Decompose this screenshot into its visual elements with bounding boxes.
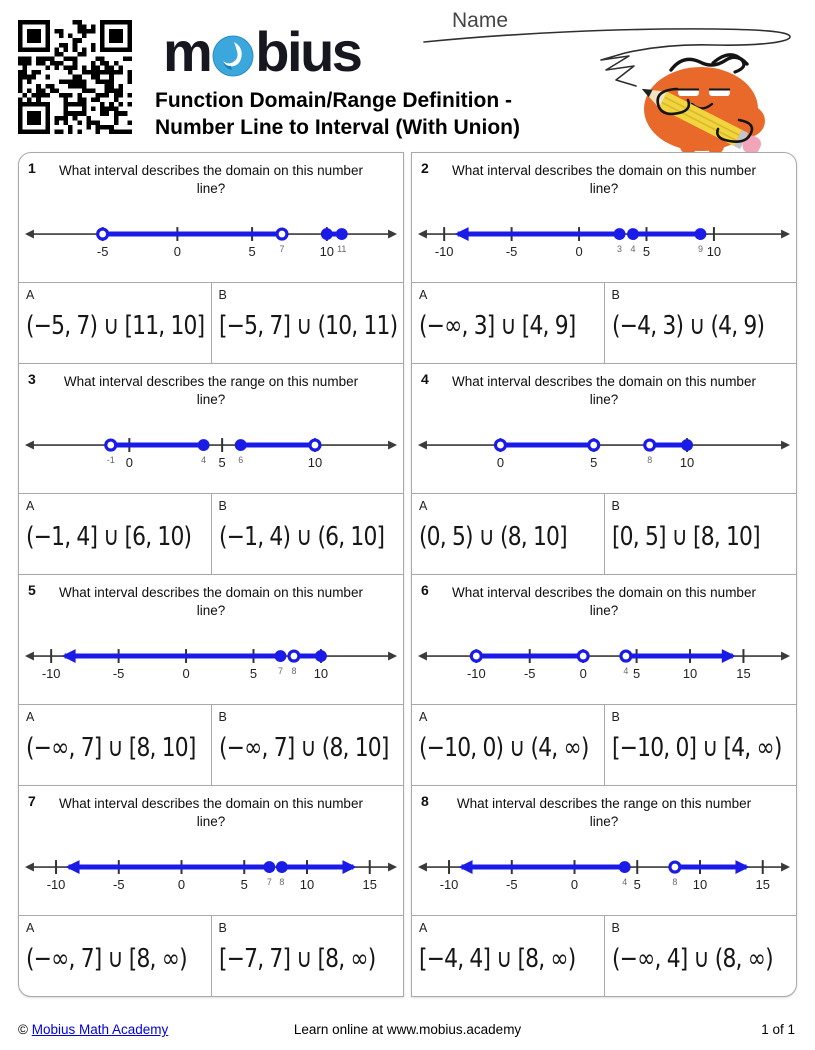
- svg-text:4: 4: [201, 454, 207, 465]
- svg-text:0: 0: [177, 876, 186, 892]
- interval-expression: (−4, 3) ∪ (4, 9): [611, 311, 764, 341]
- problem-number: 8: [421, 793, 429, 809]
- svg-text:-10: -10: [466, 665, 486, 681]
- svg-text:0: 0: [579, 665, 587, 681]
- svg-text:8: 8: [672, 876, 678, 887]
- answer-choices: [412, 704, 796, 785]
- problem-row: [18, 574, 797, 786]
- answer-label: B: [218, 710, 227, 724]
- interval-expression: (−1, 4) ∪ (6, 10]: [218, 522, 384, 552]
- answer-choices: [19, 704, 403, 785]
- qr-code-icon: [18, 20, 132, 134]
- question-text: What interval describes the domain on this number line?: [452, 585, 756, 618]
- svg-text:-5: -5: [523, 665, 536, 681]
- svg-text:10: 10: [299, 876, 315, 892]
- name-line: [424, 29, 790, 86]
- question-text: What interval describes the domain on this number line?: [59, 163, 363, 196]
- number-line: [19, 210, 403, 276]
- svg-text:10: 10: [313, 665, 329, 681]
- answer-option-a[interactable]: [19, 494, 211, 574]
- svg-text:-10: -10: [41, 665, 61, 681]
- answer-label: B: [611, 921, 620, 935]
- answer-choices: [412, 915, 796, 996]
- svg-text:5: 5: [249, 665, 258, 681]
- problem-card-3: [18, 363, 404, 575]
- logo-text-suffix: bius: [255, 20, 361, 83]
- title-line-2: Number Line to Interval (With Union): [155, 115, 520, 139]
- problem-number: 7: [28, 793, 36, 809]
- interval-expression: [0, 5] ∪ [8, 10]: [611, 522, 760, 552]
- problem-card-6: [411, 574, 797, 786]
- logo-text-prefix: m: [163, 20, 211, 83]
- answer-option-b[interactable]: [604, 916, 797, 996]
- question-text: What interval describes the domain on this number line?: [59, 585, 363, 618]
- publisher-link[interactable]: Mobius Math Academy: [31, 1022, 169, 1037]
- interval-expression: (−∞, 4] ∪ (8, ∞): [611, 944, 773, 974]
- answer-label: A: [26, 499, 35, 513]
- question-text: What interval describes the range on this number line?: [63, 374, 359, 407]
- svg-text:5: 5: [642, 243, 651, 259]
- problem-row: [18, 363, 797, 575]
- svg-text:-5: -5: [112, 665, 125, 681]
- svg-text:15: 15: [755, 876, 770, 892]
- svg-text:-10: -10: [46, 876, 66, 892]
- svg-text:8: 8: [279, 876, 285, 887]
- answer-option-b[interactable]: [211, 705, 404, 785]
- question-text: What interval describes the domain on this number line?: [59, 796, 363, 829]
- interval-expression: (−10, 0) ∪ (4, ∞): [419, 733, 589, 763]
- interval-expression: [−4, 4] ∪ [8, ∞): [419, 944, 576, 974]
- problem-number: 5: [28, 582, 36, 598]
- number-line: [412, 210, 796, 276]
- answer-option-a[interactable]: [19, 916, 211, 996]
- svg-text:4: 4: [622, 876, 628, 887]
- answer-label: B: [218, 499, 227, 513]
- answer-choices: [19, 282, 403, 363]
- answer-option-a[interactable]: [19, 705, 211, 785]
- answer-label: A: [419, 710, 428, 724]
- interval-expression: [−5, 7] ∪ (10, 11): [218, 311, 397, 341]
- interval-expression: (−∞, 7] ∪ (8, 10]: [218, 733, 389, 763]
- number-line: [19, 843, 403, 909]
- problem-card-5: [18, 574, 404, 786]
- answer-label: A: [419, 499, 428, 513]
- title-line-1: Function Domain/Range Definition -: [155, 89, 512, 112]
- interval-expression: (0, 5) ∪ (8, 10]: [419, 522, 567, 552]
- answer-label: B: [218, 921, 227, 935]
- number-line: [412, 843, 796, 909]
- problem-row: [18, 785, 797, 997]
- answer-option-a[interactable]: [412, 494, 604, 574]
- svg-text:-1: -1: [106, 454, 115, 465]
- mobius-logo: [163, 20, 361, 83]
- answer-option-b[interactable]: [211, 283, 404, 363]
- answer-label: A: [419, 288, 428, 302]
- svg-text:4: 4: [630, 243, 636, 254]
- pencil-icon: [638, 81, 764, 152]
- answer-option-a[interactable]: [412, 705, 604, 785]
- svg-text:-10: -10: [434, 243, 454, 259]
- answer-option-b[interactable]: [604, 283, 797, 363]
- svg-text:10: 10: [692, 876, 708, 892]
- svg-text:15: 15: [736, 665, 751, 681]
- svg-text:5: 5: [590, 454, 598, 470]
- svg-text:5: 5: [240, 876, 248, 892]
- svg-text:0: 0: [575, 243, 583, 259]
- interval-expression: (−1, 4] ∪ [6, 10): [26, 522, 192, 552]
- problem-number: 1: [28, 160, 36, 176]
- svg-text:11: 11: [337, 243, 347, 254]
- problem-number: 6: [421, 582, 429, 598]
- svg-text:4: 4: [623, 665, 629, 676]
- problem-card-8: [411, 785, 797, 997]
- svg-text:10: 10: [319, 243, 334, 259]
- svg-text:6: 6: [238, 454, 244, 465]
- problem-number: 2: [421, 160, 429, 176]
- question-text: What interval describes the range on this number line?: [456, 796, 752, 829]
- interval-expression: (−∞, 7] ∪ [8, 10]: [26, 733, 196, 763]
- answer-option-b[interactable]: [604, 705, 797, 785]
- problem-card-4: [411, 363, 797, 575]
- answer-label: B: [218, 288, 227, 302]
- svg-text:7: 7: [277, 665, 283, 676]
- answer-option-b[interactable]: [211, 494, 404, 574]
- svg-text:-5: -5: [505, 243, 518, 259]
- svg-text:5: 5: [248, 243, 256, 259]
- problem-card-7: [18, 785, 404, 997]
- svg-text:10: 10: [307, 454, 323, 470]
- name-label: Name: [452, 9, 509, 32]
- interval-expression: (−5, 7) ∪ [11, 10]: [26, 311, 205, 341]
- problem-row: [18, 152, 797, 364]
- answer-label: A: [419, 921, 428, 935]
- svg-text:-5: -5: [506, 876, 518, 892]
- svg-text:-10: -10: [439, 876, 459, 892]
- answer-label: A: [26, 710, 35, 724]
- svg-text:0: 0: [570, 876, 579, 892]
- copyright-line: [18, 1022, 168, 1037]
- svg-text:-5: -5: [96, 243, 109, 259]
- answer-label: B: [611, 710, 620, 724]
- copyright-symbol: ©: [18, 1022, 28, 1037]
- answer-option-b[interactable]: [604, 494, 797, 574]
- number-line: [19, 632, 403, 698]
- answer-choices: [412, 493, 796, 574]
- svg-text:0: 0: [125, 454, 133, 470]
- svg-text:3: 3: [617, 243, 623, 254]
- problem-grid: [18, 152, 797, 997]
- svg-text:10: 10: [706, 243, 722, 259]
- number-line: [412, 632, 796, 698]
- svg-text:-5: -5: [113, 876, 125, 892]
- interval-expression: [−10, 0] ∪ [4, ∞): [611, 733, 782, 763]
- svg-text:8: 8: [291, 665, 297, 676]
- answer-option-a[interactable]: [412, 283, 604, 363]
- water-drop-icon: [212, 35, 254, 77]
- interval-expression: (−∞, 7] ∪ [8, ∞): [26, 944, 187, 974]
- svg-text:7: 7: [279, 243, 285, 254]
- answer-choices: [19, 915, 403, 996]
- svg-text:7: 7: [266, 876, 272, 887]
- answer-option-b[interactable]: [211, 916, 404, 996]
- page-indicator: 1 of 1: [761, 1022, 795, 1037]
- svg-text:15: 15: [362, 876, 377, 892]
- interval-expression: [−7, 7] ∪ [8, ∞): [218, 944, 375, 974]
- answer-option-a[interactable]: [19, 283, 211, 363]
- svg-text:0: 0: [496, 454, 505, 470]
- worksheet-header: [0, 0, 815, 152]
- svg-text:10: 10: [679, 454, 695, 470]
- number-line: [19, 421, 403, 487]
- answer-label: B: [611, 288, 620, 302]
- problem-card-2: [411, 152, 797, 364]
- answer-label: B: [611, 499, 620, 513]
- footer-center-text: Learn online at www.mobius.academy: [293, 1022, 522, 1037]
- svg-text:0: 0: [182, 665, 190, 681]
- answer-label: A: [26, 921, 35, 935]
- answer-label: A: [26, 288, 35, 302]
- worksheet-footer: [0, 1022, 815, 1037]
- interval-expression: (−∞, 3] ∪ [4, 9]: [419, 311, 576, 341]
- number-line: [412, 421, 796, 487]
- svg-text:5: 5: [632, 665, 641, 681]
- problem-number: 3: [28, 371, 36, 387]
- problem-number: 4: [421, 371, 429, 387]
- answer-choices: [19, 493, 403, 574]
- answer-option-a[interactable]: [412, 916, 604, 996]
- problem-card-1: [18, 152, 404, 364]
- worksheet-title: [155, 88, 520, 141]
- svg-text:5: 5: [633, 876, 641, 892]
- svg-text:0: 0: [173, 243, 181, 259]
- svg-text:9: 9: [697, 243, 703, 254]
- svg-text:10: 10: [682, 665, 698, 681]
- svg-text:5: 5: [218, 454, 226, 470]
- svg-text:8: 8: [647, 454, 653, 465]
- question-text: What interval describes the domain on this number line?: [452, 163, 756, 196]
- pencil-mascot: [638, 55, 765, 152]
- answer-choices: [412, 282, 796, 363]
- question-text: What interval describes the domain on this number line?: [452, 374, 756, 407]
